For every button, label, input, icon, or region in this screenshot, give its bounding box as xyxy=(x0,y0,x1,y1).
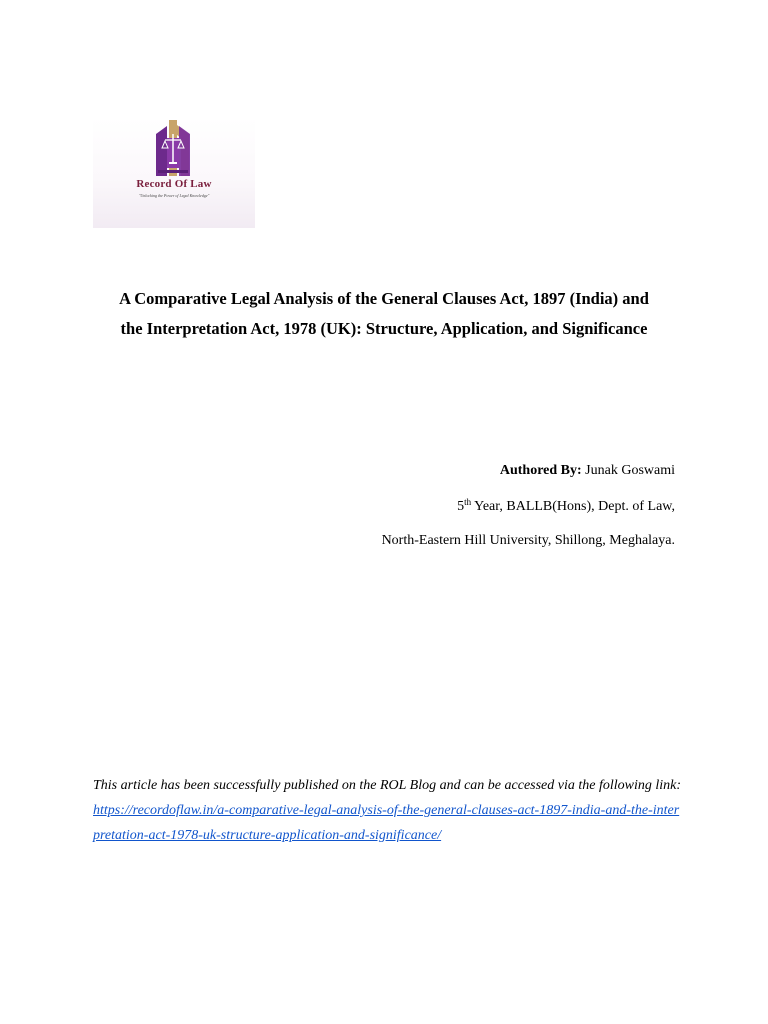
authored-by-label: Authored By: xyxy=(499,463,582,478)
year-suffix: th xyxy=(464,497,472,507)
title-line-2: the Interpretation Act, 1978 (UK): Structure, Application, and Significance xyxy=(120,319,648,338)
document-title xyxy=(80,284,688,344)
title-line-1: A Comparative Legal Analysis of the General Clauses Act, 1897 (India) and xyxy=(119,289,649,308)
publication-note xyxy=(93,773,683,848)
author-year-line xyxy=(175,497,675,517)
author-line xyxy=(175,461,675,481)
publication-note-text: This article has been successfully published on the ROL Blog and can be accessed via the following link: xyxy=(93,778,682,793)
logo-wordmark: Record Of Law xyxy=(136,178,212,190)
author-institution: North-Eastern Hill University, Shillong, Meghalaya. xyxy=(381,533,675,548)
logo-tagline: "Unlocking the Power of Legal Knowledge" xyxy=(138,193,210,198)
year-details: Year, BALLB(Hons), Dept. of Law, xyxy=(471,499,675,514)
author-name: Junak Goswami xyxy=(581,463,675,478)
year-number: 5 xyxy=(457,499,465,514)
article-link[interactable]: https://recordoflaw.in/a-comparative-legal-analysis-of-the-general-clauses-act-1897-india-and-the-interpretation-act-1978-uk-structure-application-and-significance/ xyxy=(93,803,680,843)
record-of-law-logo xyxy=(93,118,255,228)
scales-of-justice-emblem-icon xyxy=(153,120,193,178)
